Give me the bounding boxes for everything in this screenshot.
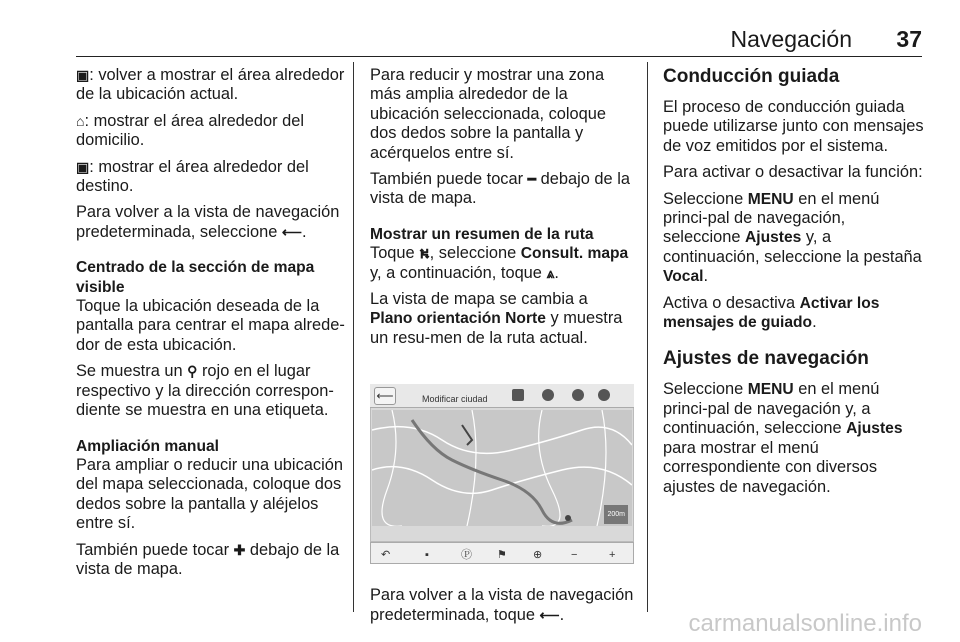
paragraph-home: ⌂: mostrar el área alrededor del domicilio. (76, 111, 305, 150)
paragraph-destination: ▣: mostrar el área alrededor del destino. (76, 157, 309, 196)
map-scale: 200m (604, 505, 628, 524)
page-title: Navegación (730, 26, 852, 52)
watermark: carmanualsonline.info (688, 610, 922, 637)
page-number: 37 (896, 26, 922, 52)
paragraph-pin: Se muestra un ⚲ rojo en el lugar respectivo y la dirección correspon-diente se muestra en una etiqueta. (76, 362, 334, 420)
column-1 (76, 66, 346, 586)
paragraph-minus: También puede tocar ━ debajo de la vista de mapa. (370, 170, 630, 208)
map-traffic-icon: ⚑ (497, 549, 507, 562)
flag-icon: ▣ (76, 158, 90, 175)
column-divider-1 (353, 62, 354, 612)
map-pin-icon: ⚲ (187, 363, 198, 380)
map-top-bar (370, 384, 634, 408)
paragraph-centrado: Toque la ubicación deseada de la pantalla para centrar el mapa alrede-dor de esta ubicación. (76, 297, 345, 354)
map-parking-icon: Ⓟ (461, 549, 472, 562)
map-zoom-out-icon: − (571, 549, 578, 562)
north-arrow-icon: ⩓ (546, 264, 555, 281)
map-zoom-in-icon: + (609, 549, 616, 562)
paragraph-return: Para volver a la vista de navegación predeterminada, seleccione ⟵. (76, 203, 340, 241)
paragraph-reduce: Para reducir y mostrar una zona más amplia alrededor de la ubicación seleccionada, coloque dos dedos sobre la pantalla y acérquelos entre sí. (370, 66, 607, 162)
map-settings-icon (598, 389, 610, 401)
back-arrow-icon: ⟵ (539, 606, 560, 623)
paragraph-activa: Activa o desactiva Activar los mensajes de guiado. (663, 293, 880, 332)
map-view (372, 410, 632, 526)
route-icon: ⛕ (419, 245, 430, 262)
map-back-icon: ⟵ (374, 387, 396, 405)
paragraph-ampliacion: Para ampliar o reducir una ubicación del mapa seleccionada, coloque dos dedos sobre la pantalla y aléjelos entre sí. (76, 455, 343, 533)
page-header (76, 26, 922, 56)
map-screenshot (370, 364, 634, 564)
column-2 (370, 66, 634, 632)
paragraph-seleccione: Seleccione MENU en el menú princi-pal de navegación, seleccione Ajustes y, a continuación, seleccione la pestaña Vocal. (663, 189, 922, 286)
map-north-icon (572, 389, 584, 401)
paragraph-plus: También puede tocar ✚ debajo de la vista de mapa. (76, 540, 340, 578)
minus-icon: ━ (527, 171, 537, 188)
paragraph-cambia: La vista de mapa se cambia a Plano orientación Norte y muestra un resu-men de la ruta actual. (370, 290, 623, 347)
paragraph-resumen: Toque ⛕, seleccione Consult. mapa y, a continuación, toque ⩓. (370, 244, 629, 282)
section-title-centrado: Centrado de la sección de mapa visible (76, 259, 315, 296)
home-icon: ⌂ (76, 112, 85, 129)
paragraph-ajustes: Seleccione MENU en el menú princi-pal de navegación y, a continuación, seleccione Ajustes para mostrar el menú correspondiente con diversos ajustes de navegación. (663, 380, 903, 496)
section-title-ampliacion: Ampliación manual (76, 437, 219, 455)
paragraph-current-location: ▣: volver a mostrar el área alrededor de la ubicación actual. (76, 66, 345, 104)
paragraph-volver: Para volver a la vista de navegación predeterminada, toque ⟵. (370, 586, 634, 624)
column-divider-2 (647, 62, 648, 612)
section-title-ajustes: Ajustes de navegación (663, 348, 869, 370)
plus-icon: ✚ (233, 541, 246, 558)
map-layers-icon: ▪ (425, 549, 429, 562)
paragraph-activar: Para activar o desactivar la función: (663, 163, 923, 182)
map-poi-icon (542, 389, 554, 401)
car-location-icon: ▣ (76, 67, 90, 83)
map-drawing (372, 410, 632, 526)
header-divider (76, 56, 922, 57)
section-title-resumen: Mostrar un resumen de la ruta (370, 225, 594, 243)
section-title-conduccion: Conducción guiada (663, 66, 840, 87)
back-arrow-icon: ⟵ (281, 223, 302, 240)
map-bottom-bar (370, 542, 634, 564)
map-center-icon: ⊕ (533, 549, 543, 562)
map-route-icon (512, 389, 524, 401)
column-3 (663, 66, 925, 504)
paragraph-conduccion: El proceso de conducción guiada puede utilizarse junto con mensajes de voz emitidos por el sistema. (663, 98, 924, 155)
map-label: Modificar ciudad (422, 394, 488, 405)
map-undo-icon: ↶ (381, 549, 391, 562)
